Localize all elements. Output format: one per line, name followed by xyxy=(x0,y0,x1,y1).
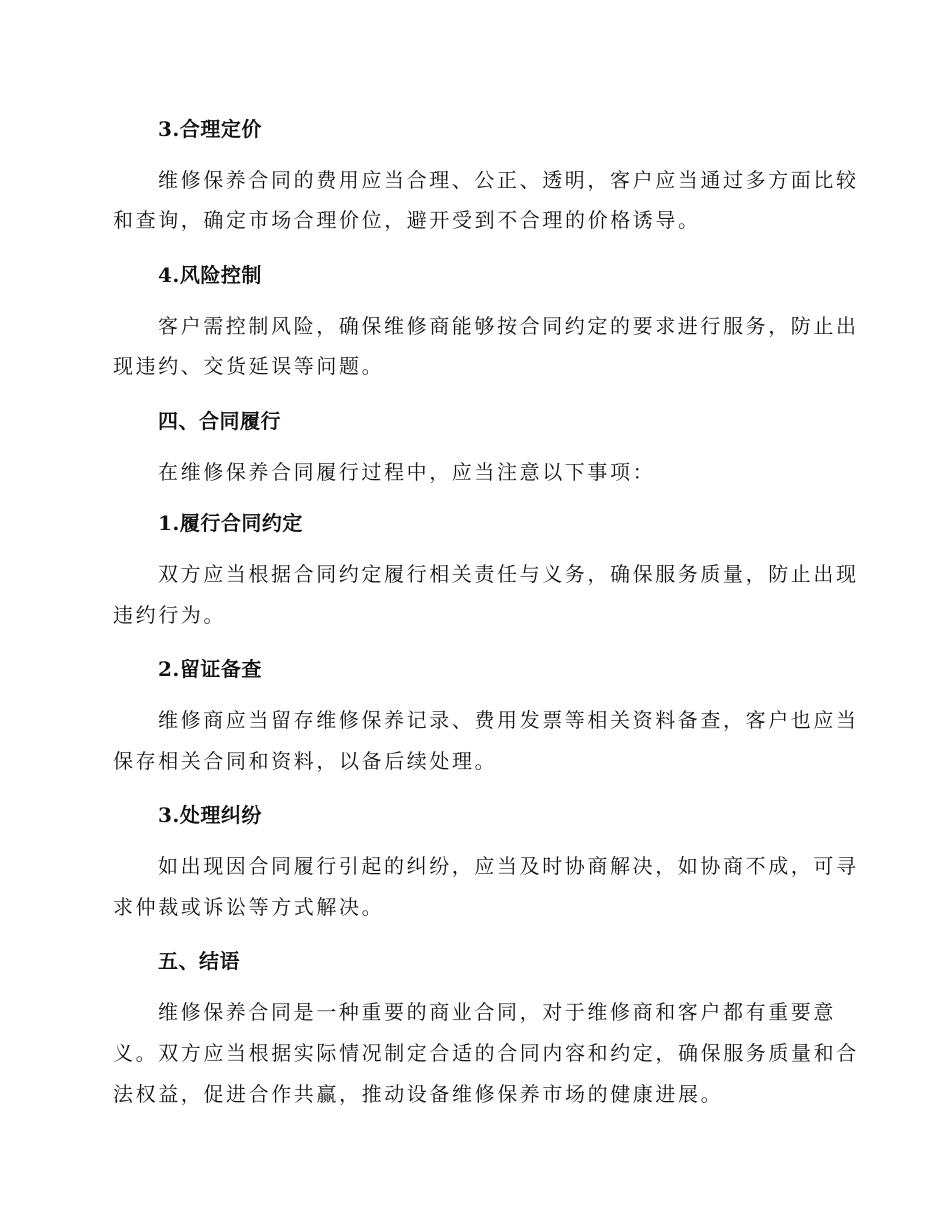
section-heading-disputes: 3.处理纠纷 xyxy=(158,803,262,827)
paragraph-line: 在维修保养合同履行过程中，应当注意以下事项： xyxy=(158,460,656,484)
section-heading-records: 2.留证备查 xyxy=(158,657,262,681)
section-heading-conclusion: 五、结语 xyxy=(158,949,240,973)
paragraph-line: 法权益，促进合作共赢，推动设备维修保养市场的健康进展。 xyxy=(113,1082,724,1106)
paragraph-line: 维修保养合同是一种重要的商业合同，对于维修商和客户都有重要意 xyxy=(158,1000,836,1024)
paragraph-line: 求仲裁或诉讼等方式解决。 xyxy=(113,895,385,919)
section-heading-fulfil: 1.履行合同约定 xyxy=(158,511,303,535)
paragraph-line: 违约行为。 xyxy=(113,603,226,627)
paragraph-line: 和查询，确定市场合理价位，避开受到不合理的价格诱导。 xyxy=(113,208,701,232)
section-heading-performance: 四、合同履行 xyxy=(158,409,281,433)
paragraph-line: 义。双方应当根据实际情况制定合适的合同内容和约定，确保服务质量和合 xyxy=(113,1041,859,1065)
paragraph-line: 维修商应当留存维修保养记录、费用发票等相关资料备查，客户也应当 xyxy=(158,708,859,732)
paragraph-line: 双方应当根据合同约定履行相关责任与义务，确保服务质量，防止出现 xyxy=(158,562,859,586)
paragraph-line: 客户需控制风险，确保维修商能够按合同约定的要求进行服务，防止出 xyxy=(158,314,859,338)
paragraph-line: 维修保养合同的费用应当合理、公正、透明，客户应当通过多方面比较 xyxy=(158,168,859,192)
paragraph-line: 如出现因合同履行引起的纠纷，应当及时协商解决，如协商不成，可寻 xyxy=(158,854,859,878)
paragraph-line: 保存相关合同和资料，以备后续处理。 xyxy=(113,749,498,773)
paragraph-line: 现违约、交货延误等问题。 xyxy=(113,354,385,378)
section-heading-risk: 4.风险控制 xyxy=(158,263,262,287)
section-heading-pricing: 3.合理定价 xyxy=(158,117,262,141)
